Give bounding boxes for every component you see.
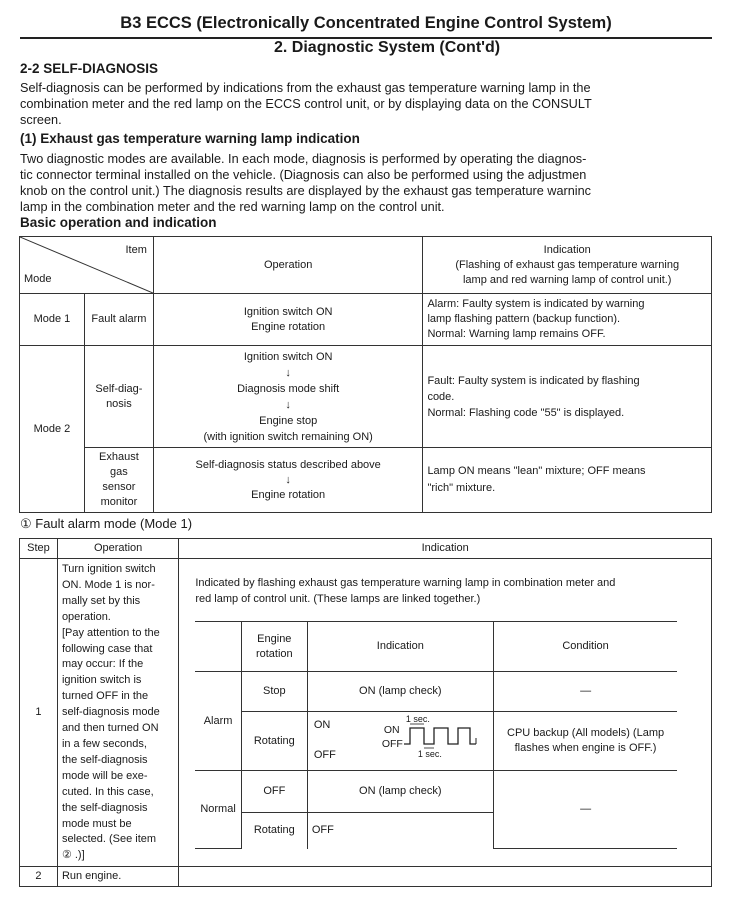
table-row [20,294,712,346]
document-title: B3 ECCS (Electronically Concentrated Engine Control System) [120,14,612,32]
alarm-label: Alarm [195,672,241,771]
operation-line: Turn ignition switch [61,563,156,575]
alarm-rotating: Rotating [241,712,307,771]
operation-line: may occur: If the [61,658,144,671]
item-line: nosis [106,397,132,410]
operation-line: Diagnosis mode shift [237,382,340,395]
indication-line: Fault: Faulty system is indicated by flashing [427,374,640,387]
header-indication [423,237,712,294]
item-line: Exhaust gas [99,451,139,478]
operation-line: ② .)] [61,849,85,862]
header-item: Item [125,244,147,256]
header-operation: Operation [153,237,423,294]
alarm-stop-condition: — [493,672,677,712]
square-wave-icon [402,712,492,770]
step2-operation: Run engine. [57,867,178,887]
mode1-item: Fault alarm [84,294,153,346]
indication-line: Lamp ON means "lean" mixture; OFF means [427,465,646,477]
header-indication-line: lamp and red warning lamp of control unit.) [462,273,672,286]
operation-line: the self-diagnosis [61,801,148,814]
operation-line: ON. Mode 1 is nor- [61,578,155,591]
intro-line: Self-diagnosis can be performed by indications from the exhaust gas temperature warning lamp in the [20,81,591,95]
normal-label: Normal [195,771,241,849]
header-mode: Mode [24,273,52,285]
normal-condition: — [493,771,677,849]
operation-line: Ignition switch ON [243,305,333,318]
mode2-sensor-operation [153,448,423,513]
operation-line: selected. (See item [61,833,157,846]
indication-line: Alarm: Faulty system is indicated by warning [427,298,645,310]
intro-paragraph [20,80,712,128]
operation-line: Self-diagnosis status described above [195,458,381,471]
operation-line: (with ignition switch remaining ON) [203,430,373,443]
alarm-stop-indication: ON (lamp check) [307,672,493,712]
item-line: monitor [100,496,138,508]
operation-line: [Pay attention to the [61,626,160,639]
operation-line: and then turned ON [61,722,159,735]
table-row [195,771,677,813]
table-heading: Basic operation and indication [20,215,217,230]
operation-line: mode will be exe- [61,769,148,782]
condition-line: CPU backup (All models) (Lamp [507,727,665,739]
operation-line: mode must be [61,817,132,830]
intro-line: red lamp of control unit. (These lamps are linked together.) [195,593,481,605]
header-line: Engine [257,632,292,645]
table-row [20,448,712,513]
subsection-heading: (1) Exhaust gas temperature warning lamp indication [20,131,360,146]
header-indication: Indication [179,539,712,559]
item-line: sensor [102,481,136,493]
diag-line: tic connector terminal installed on the vehicle. (Diagnosis can also be performed using the adjustmen [20,168,587,182]
indication-line: code. [427,390,455,403]
alarm-rotating-indication [307,712,493,771]
mode2-sensor-item [84,448,153,513]
alarm-rotating-condition [493,712,677,771]
header-line: rotation [255,647,293,660]
operation-line: following case that [61,642,153,655]
fault-alarm-table [19,538,712,887]
basic-operation-table [19,236,712,513]
table-row [20,559,712,867]
header-indication-line: Indication [543,243,591,256]
wave-on-small: ON [383,724,400,736]
diag-line: knob on the control unit.) The diagnosis results are displayed by the exhaust gas temperature warninc [20,184,592,198]
normal-off: OFF [241,771,307,813]
indication-line: "rich" mixture. [427,482,496,494]
indication-line: Normal: Warning lamp remains OFF. [427,328,606,340]
mode1-indication [423,294,712,346]
step1-operation [57,559,178,867]
table-row [195,712,677,771]
down-arrow-icon: ↓ [285,366,291,379]
wave-off-label: OFF [313,749,336,761]
intro-line: Indicated by flashing exhaust gas temperature warning lamp in combination meter and [195,577,616,589]
header-indication-line: (Flashing of exhaust gas temperature warning [455,258,680,271]
item-line: Self-diag- [95,382,143,395]
mode2-selfdiag-operation [153,346,423,448]
table-row [195,672,677,712]
normal-rotating-indication: OFF [307,813,493,849]
operation-line: in a few seconds, [61,737,147,750]
operation-line: turned OFF in the [61,690,149,703]
condition-line: flashes when engine is OFF.) [514,742,657,754]
diag-line: Two diagnostic modes are available. In each mode, diagnosis is performed by operating the diagnos- [20,152,587,166]
header-corner-cell [20,237,154,294]
operation-line: mally set by this [61,594,141,607]
document-subtitle: 2. Diagnostic System (Cont'd) [274,39,501,56]
mode1-label: Mode 1 [20,294,85,346]
normal-off-indication: ON (lamp check) [307,771,493,813]
down-arrow-icon: ↓ [285,398,291,411]
wave-on-label: ON [313,719,331,731]
operation-line: Engine rotation [251,320,326,333]
fault-mode-heading: ① Fault alarm mode (Mode 1) [20,516,193,531]
step2-indication [179,867,712,887]
table-row [20,346,712,448]
operation-line: Engine rotation [251,488,326,501]
pulse-width-label: 1 sec. [405,714,430,724]
diag-line: lamp in the combination meter and the red warning lamp on the control unit. [20,200,445,214]
header-condition: Condition [493,622,677,672]
step-number: 2 [20,867,58,887]
step-number: 1 [20,559,58,867]
wave-off-small: OFF [381,738,403,750]
mode1-operation [153,294,423,346]
indication-detail-table [195,621,677,849]
intro-line: screen. [20,113,62,127]
down-arrow-icon: ↓ [285,473,291,486]
operation-line: Engine stop [259,414,318,427]
operation-line: self-diagnosis mode [61,706,160,719]
flash-waveform [344,712,493,770]
operation-line: Ignition switch ON [243,350,333,363]
header-step: Step [20,539,58,559]
pulse-gap-label: 1 sec. [417,749,442,759]
indication-line: Normal: Flashing code "55" is displayed. [427,406,625,419]
indication-intro [179,559,711,621]
header-operation: Operation [57,539,178,559]
mode2-sensor-indication [423,448,712,513]
alarm-stop: Stop [241,672,307,712]
operation-line: ignition switch is [61,674,142,687]
intro-line: combination meter and the red lamp on the ECCS control unit, or by displaying data on the CONSULT [20,97,592,111]
section-heading: 2-2 SELF-DIAGNOSIS [20,61,159,76]
indication-line: lamp flashing pattern (backup function). [427,313,621,325]
operation-line: cuted. In this case, [61,785,154,798]
normal-rotating: Rotating [241,813,307,849]
mode2-label: Mode 2 [20,346,85,513]
mode2-selfdiag-item [84,346,153,448]
operation-line: operation. [61,610,111,623]
mode2-selfdiag-indication [423,346,712,448]
diagnostic-paragraph [20,151,712,215]
table-row [20,867,712,887]
step1-indication [179,559,712,867]
header-engine-rotation [241,622,307,672]
operation-line: the self-diagnosis [61,753,148,766]
header-inner-indication: Indication [307,622,493,672]
